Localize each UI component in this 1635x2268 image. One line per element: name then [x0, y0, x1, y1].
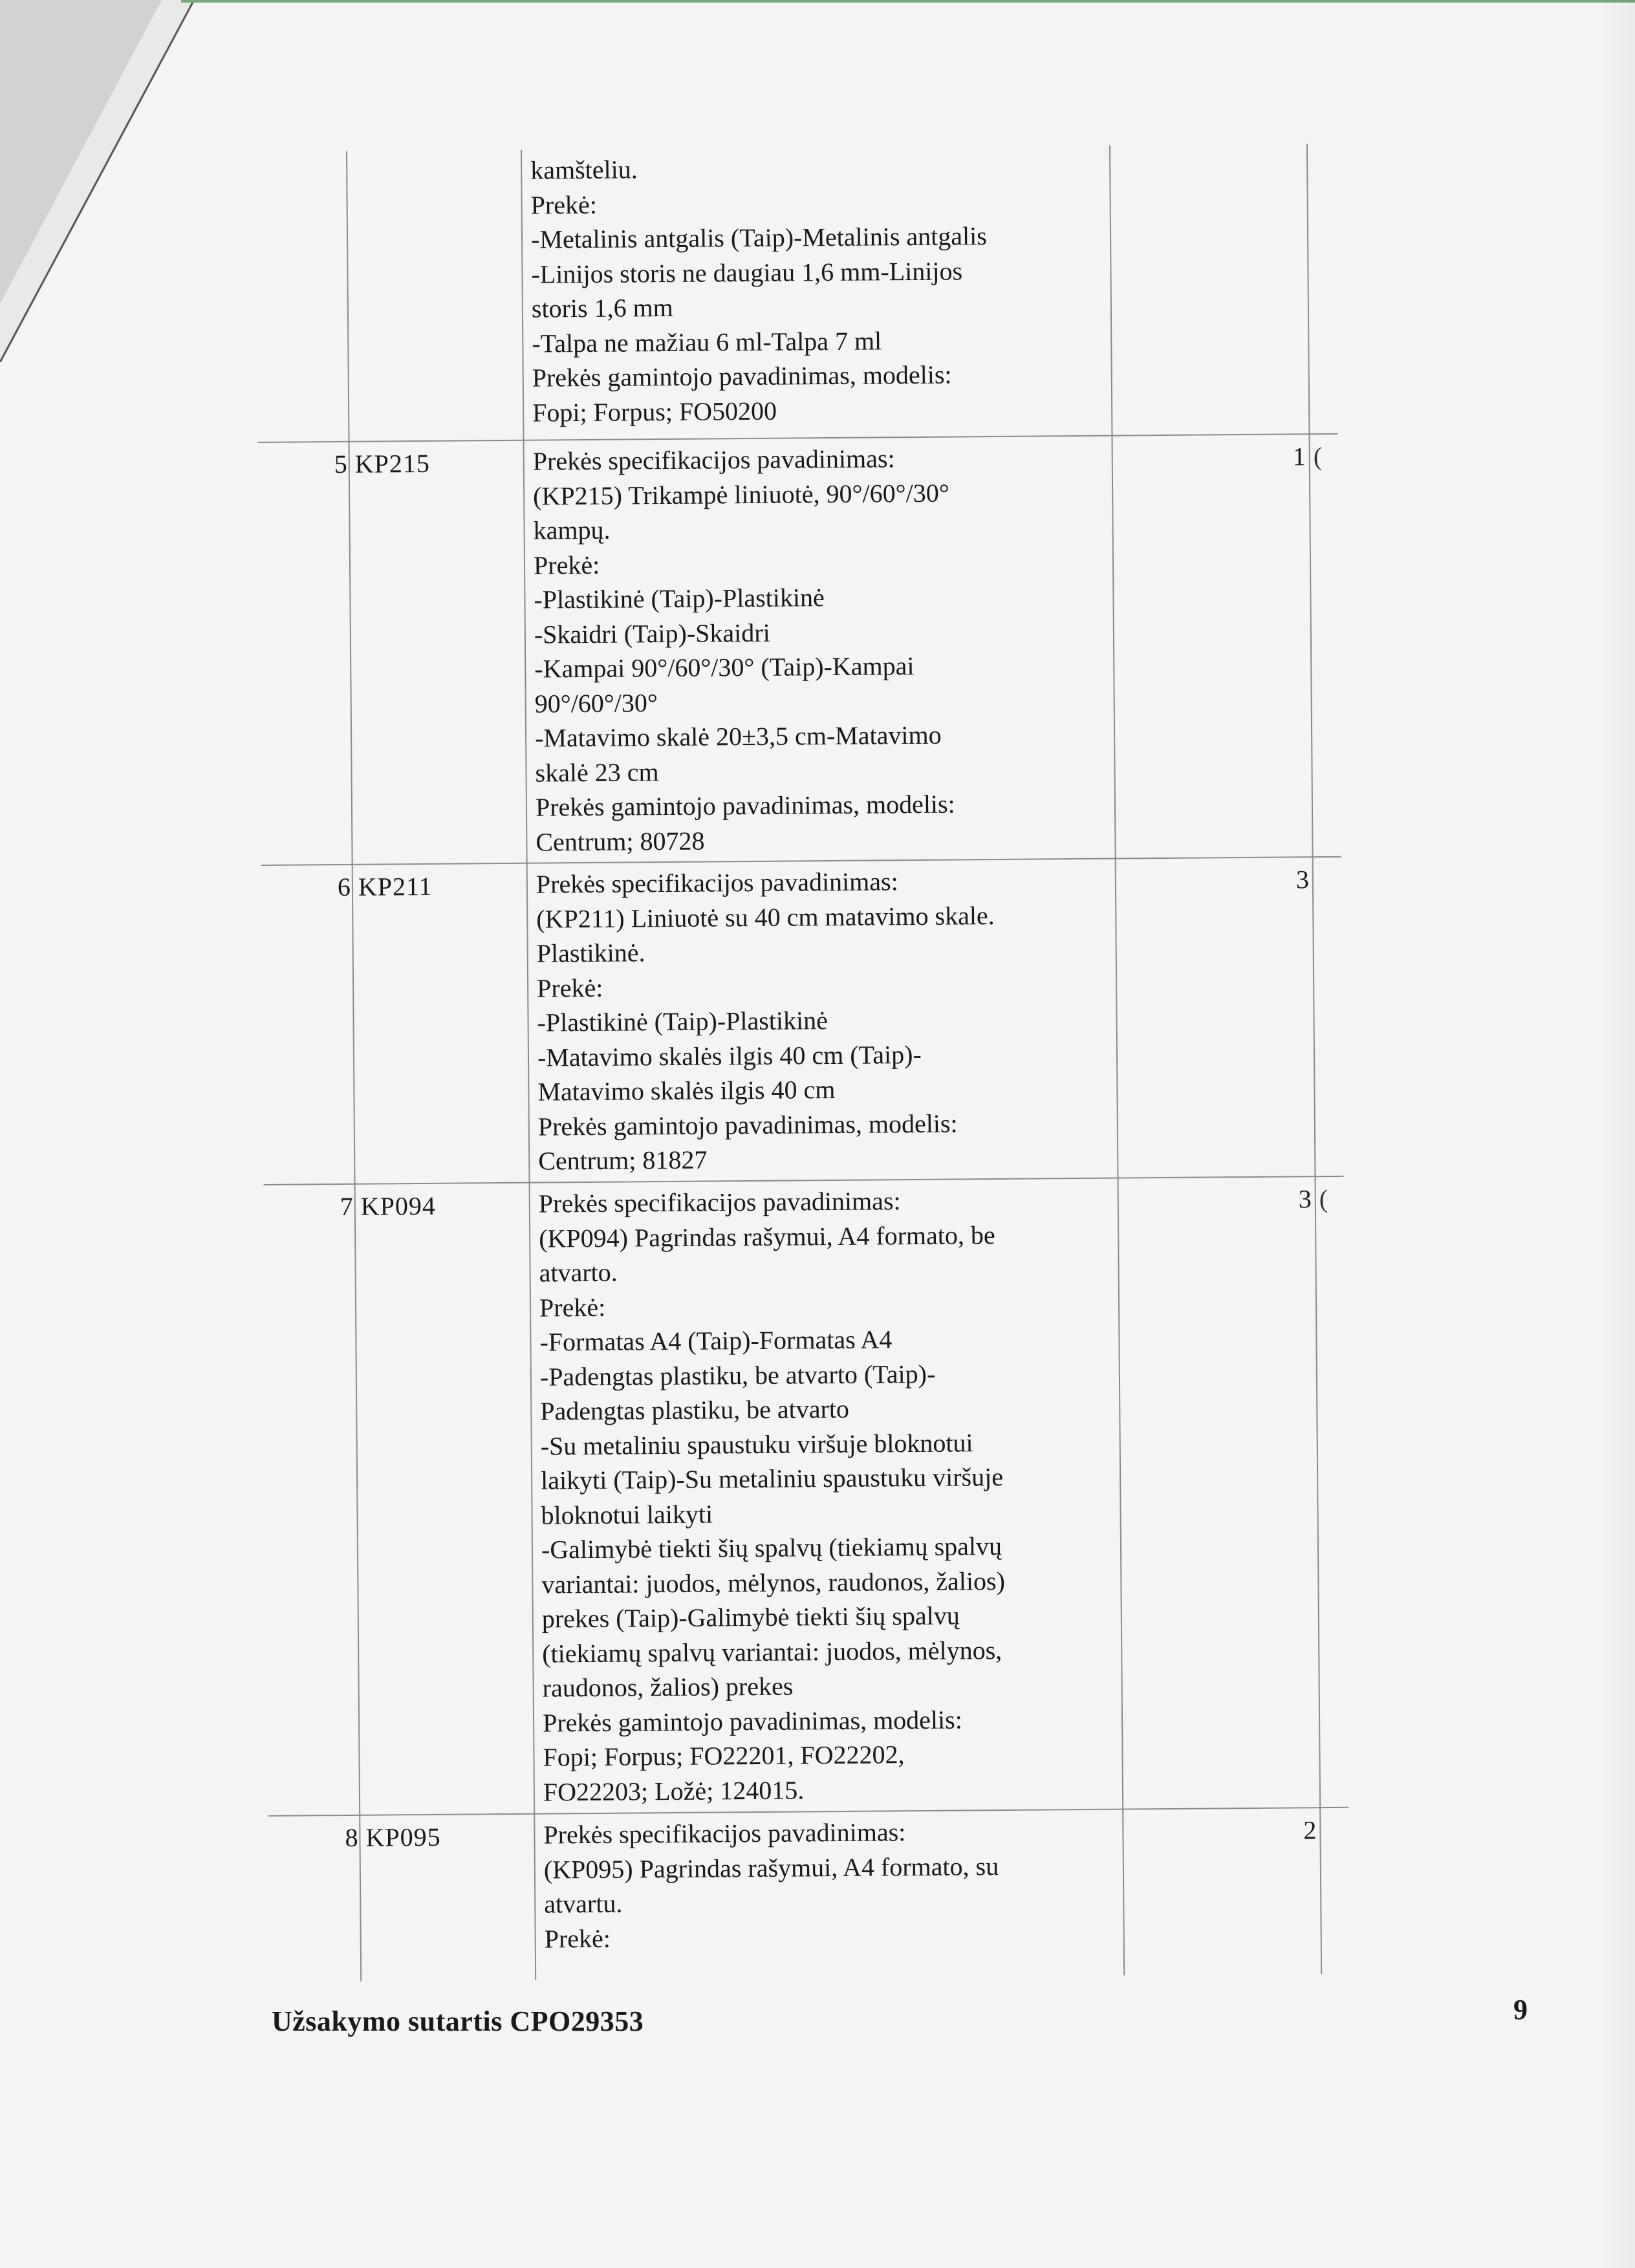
scan-edge-shade	[1596, 0, 1635, 2268]
description-line: -Plastikinė (Taip)-Plastikinė	[537, 1006, 828, 1037]
table-row	[261, 858, 1344, 1184]
item-quantity: 2	[1303, 1815, 1317, 1845]
description-line: -Kampai 90°/60°/30° (Taip)-Kampai	[534, 651, 915, 684]
description-line: Centrum; 81827	[538, 1145, 708, 1176]
description-line: bloknotui laikyti	[541, 1499, 713, 1530]
row-number: 8	[345, 1822, 358, 1852]
description-line: -Skaidri (Taip)-Skaidri	[534, 618, 770, 649]
description-line: -Linijos storis ne daugiau 1,6 mm-Linijos	[531, 255, 963, 289]
row-number: 5	[334, 449, 347, 479]
items-table	[255, 144, 1350, 1982]
description-line: variantai: juodos, mėlynos, raudonos, žalios)	[541, 1566, 1006, 1599]
description-line: Prekės specifikacijos pavadinimas:	[543, 1817, 906, 1850]
page-number: 9	[1513, 1994, 1528, 2025]
item-description	[539, 1182, 1113, 1809]
description-line: Matavimo skalės ilgis 40 cm	[537, 1075, 836, 1107]
description-line: Fopi; Forpus; FO22201, FO22202,	[543, 1740, 905, 1772]
description-line: -Su metaliniu spaustuku viršuje bloknotui	[540, 1427, 973, 1461]
table-row	[255, 144, 1337, 442]
description-line: (KP211) Liniuotė su 40 cm matavimo skale.	[536, 900, 995, 934]
item-code: KP094	[360, 1191, 437, 1221]
description-line: Fopi; Forpus; FO50200	[532, 396, 777, 427]
description-line: Prekės gamintojo pavadinimas, modelis:	[542, 1704, 963, 1738]
description-line: Centrum; 80728	[536, 826, 705, 857]
description-line: kampų.	[533, 515, 611, 545]
item-code: KP095	[365, 1822, 441, 1852]
table-row	[268, 1808, 1350, 1982]
cropped-column-text: (	[1319, 1184, 1328, 1214]
row-number: 7	[340, 1191, 353, 1222]
description-line: atvartu.	[544, 1888, 623, 1919]
item-description	[536, 863, 1108, 1178]
cropped-column-text: (	[1313, 442, 1323, 471]
scan-edge-line	[181, 0, 1635, 3]
item-code: KP211	[358, 871, 433, 902]
description-line: -Metalinis antgalis (Taip)-Metalinis antgalis	[530, 221, 988, 254]
description-line: Prekė:	[539, 1292, 606, 1323]
description-line: FO22203; Ložė; 124015.	[543, 1775, 805, 1807]
item-code: KP215	[354, 448, 431, 479]
description-line: prekes (Taip)-Galimybė tiekti šių spalvų	[541, 1601, 960, 1634]
description-line: (KP094) Pagrindas rašymui, A4 formato, be	[539, 1220, 995, 1253]
item-description	[543, 1813, 1114, 1956]
description-line: (KP095) Pagrindas rašymui, A4 formato, su	[543, 1851, 999, 1885]
description-line: -Padengtas plastiku, be atvarto (Taip)-	[539, 1359, 936, 1392]
description-line: Prekė:	[533, 550, 600, 580]
description-line: kamšteliu.	[530, 155, 638, 185]
description-line: Prekės gamintojo pavadinimas, modelis:	[532, 360, 952, 393]
description-line: atvarto.	[539, 1257, 618, 1288]
description-line: Prekės specifikacijos pavadinimas:	[536, 867, 898, 899]
description-line: (tiekiamų spalvų variantai: juodos, mėlynos,	[542, 1635, 1002, 1669]
description-line: Prekės gamintojo pavadinimas, modelis:	[535, 789, 955, 822]
page-fold-corner	[0, 0, 194, 362]
description-line: Prekės gamintojo pavadinimas, modelis:	[537, 1108, 958, 1141]
description-line: Prekė:	[530, 189, 598, 220]
description-line: -Matavimo skalės ilgis 40 cm (Taip)-	[537, 1039, 922, 1072]
description-line: -Matavimo skalė 20±3,5 cm-Matavimo	[534, 720, 942, 753]
description-line: Prekė:	[536, 973, 603, 1003]
description-line: -Formatas A4 (Taip)-Formatas A4	[539, 1324, 893, 1357]
description-line: -Plastikinė (Taip)-Plastikinė	[534, 583, 825, 614]
description-line: -Galimybė tiekti šių spalvų (tiekiamų spalvų	[541, 1531, 1002, 1564]
description-line: -Talpa ne mažiau 6 ml-Talpa 7 ml	[532, 325, 882, 358]
item-quantity: 1	[1292, 442, 1306, 471]
item-description	[530, 149, 1101, 430]
description-line: raudonos, žalios) prekes	[542, 1671, 794, 1703]
description-line: storis 1,6 mm	[531, 292, 673, 323]
row-number: 6	[337, 872, 351, 902]
contract-title: Užsakymo sutartis CPO29353	[272, 2005, 644, 2037]
description-line: (KP215) Trikampė liniuotė, 90°/60°/30°	[533, 478, 949, 511]
description-line: Prekės specifikacijos pavadinimas:	[532, 444, 895, 476]
description-line: Prekė:	[544, 1923, 611, 1954]
item-description	[533, 440, 1105, 859]
item-quantity: 3	[1298, 1184, 1312, 1214]
description-line: skalė 23 cm	[535, 757, 659, 788]
table-row	[258, 435, 1341, 865]
description-line: Padengtas plastiku, be atvarto	[540, 1394, 850, 1426]
description-line: Prekės specifikacijos pavadinimas:	[538, 1186, 901, 1218]
description-line: Plastikinė.	[536, 938, 645, 968]
item-quantity: 3	[1295, 865, 1310, 894]
description-line: 90°/60°/30°	[534, 687, 658, 718]
table-row	[264, 1177, 1349, 1815]
description-line: laikyti (Taip)-Su metaliniu spaustuku viršuje	[540, 1462, 1004, 1495]
